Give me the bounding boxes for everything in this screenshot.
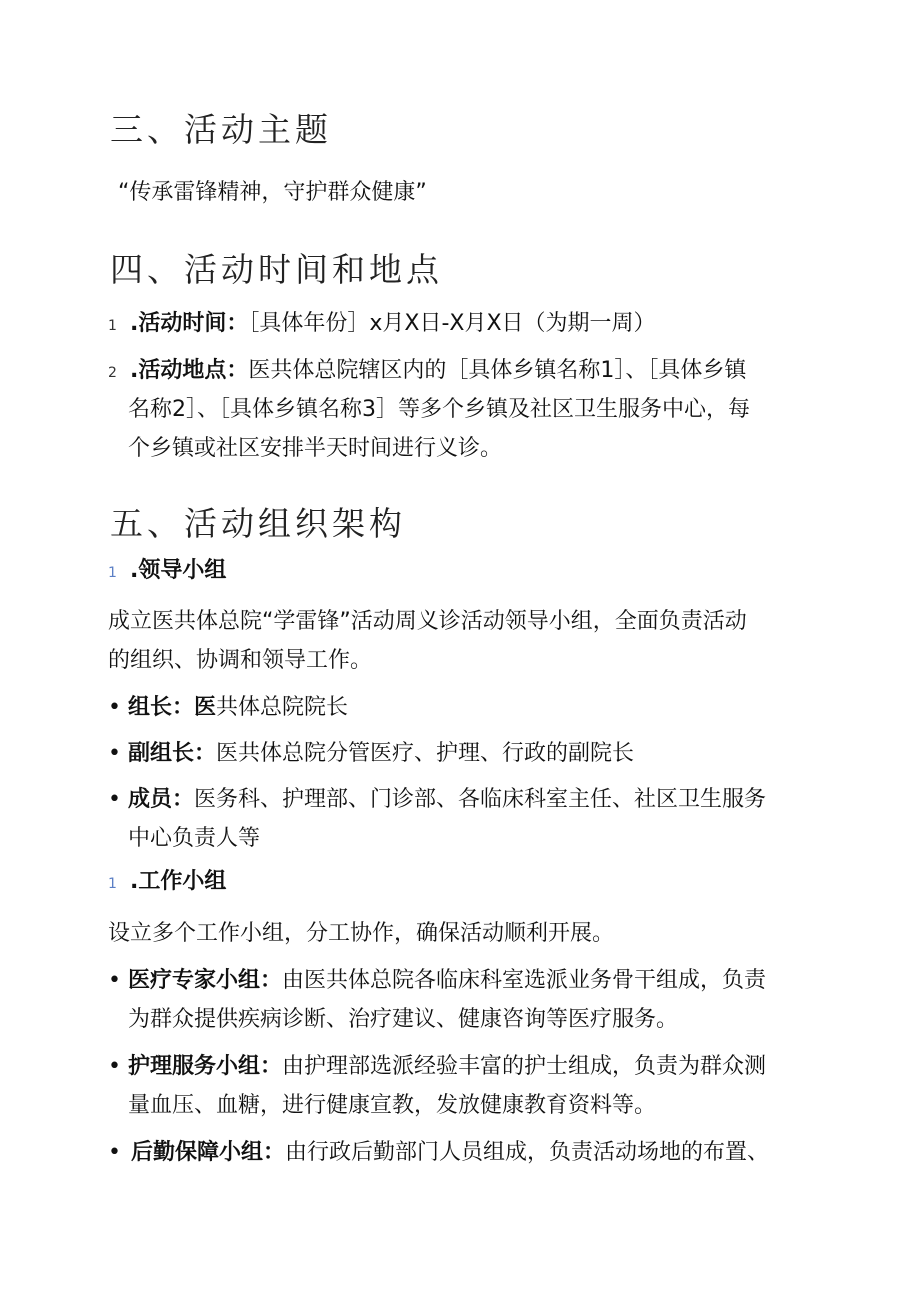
leader-label: 组长：医 <box>128 695 217 720</box>
bullet-dot: • <box>108 1054 121 1079</box>
leader-label: 成员： <box>128 787 195 812</box>
location-line-1: 医共体总院辖区内的［具体乡镇名称1］、［具体乡镇 <box>248 358 747 383</box>
work-subheading <box>108 863 226 903</box>
location-line-3: 个乡镇或社区安排半天时间进行义诊。 <box>128 436 503 461</box>
bullet-dot: • <box>108 741 121 766</box>
leader-text: 共体总院院长 <box>216 695 349 720</box>
group-text: 由护理部选派经验丰富的护士组成，负责为群众测 <box>282 1054 767 1079</box>
section-4-heading: 四、活动时间和地点 <box>110 250 443 289</box>
group-text-cont: 为群众提供疾病诊断、治疗建议、健康咨询等医疗服务。 <box>128 1007 679 1032</box>
work-para: 设立多个工作小组，分工协作，确保活动顺利开展。 <box>108 921 615 946</box>
section-3-heading: 三、活动主题 <box>110 110 332 149</box>
leader-item <box>128 735 634 773</box>
location-label: .活动地点： <box>130 358 249 383</box>
group-item <box>131 1134 769 1172</box>
bullet-dot: • <box>108 1140 121 1165</box>
section-5-heading: 五、活动组织架构 <box>110 504 406 543</box>
bullet-dot: • <box>108 695 121 720</box>
bullet-dot: • <box>108 787 121 812</box>
item-number: 1 <box>108 318 117 334</box>
leadership-subheading <box>108 552 226 592</box>
item-number: 2 <box>108 365 117 381</box>
group-item <box>128 962 766 1000</box>
sub-number: 1 <box>108 565 117 581</box>
leader-text: 医共体总院分管医疗、护理、行政的副院长 <box>216 741 635 766</box>
location-item <box>108 352 746 392</box>
leadership-para-line-1: 成立医共体总院“学雷锋”活动周义诊活动领导小组，全面负责活动 <box>108 609 747 634</box>
time-item <box>108 305 656 345</box>
group-text: 由医共体总院各临床科室选派业务骨干组成，负责 <box>282 968 767 993</box>
leader-label: 副组长： <box>128 741 217 766</box>
time-label: .活动时间： <box>130 311 249 336</box>
leader-text-cont: 中心负责人等 <box>128 826 261 851</box>
group-label: 后勤保障小组： <box>131 1140 286 1165</box>
group-text-cont: 量血压、血糖，进行健康宣教，发放健康教育资料等。 <box>128 1093 657 1118</box>
location-line-2: 名称2］、［具体乡镇名称3］等多个乡镇及社区卫生服务中心，每 <box>128 397 750 422</box>
leader-item <box>128 781 766 819</box>
group-item <box>128 1048 766 1086</box>
activity-theme: “传承雷锋精神，守护群众健康” <box>118 180 427 205</box>
group-text: 由行政后勤部门人员组成，负责活动场地的布置、 <box>285 1140 770 1165</box>
leader-item <box>128 689 348 727</box>
group-label: 护理服务小组： <box>128 1054 283 1079</box>
leadership-para-line-2: 的组织、协调和领导工作。 <box>108 648 373 673</box>
leadership-label: .领导小组 <box>130 558 227 583</box>
time-value: ［具体年份］x月X日-X月X日（为期一周） <box>248 311 656 336</box>
bullet-dot: • <box>108 968 121 993</box>
leader-text: 医务科、护理部、门诊部、各临床科室主任、社区卫生服务 <box>194 787 767 812</box>
work-label: .工作小组 <box>130 869 227 894</box>
sub-number: 1 <box>108 876 117 892</box>
group-label: 医疗专家小组： <box>128 968 283 993</box>
